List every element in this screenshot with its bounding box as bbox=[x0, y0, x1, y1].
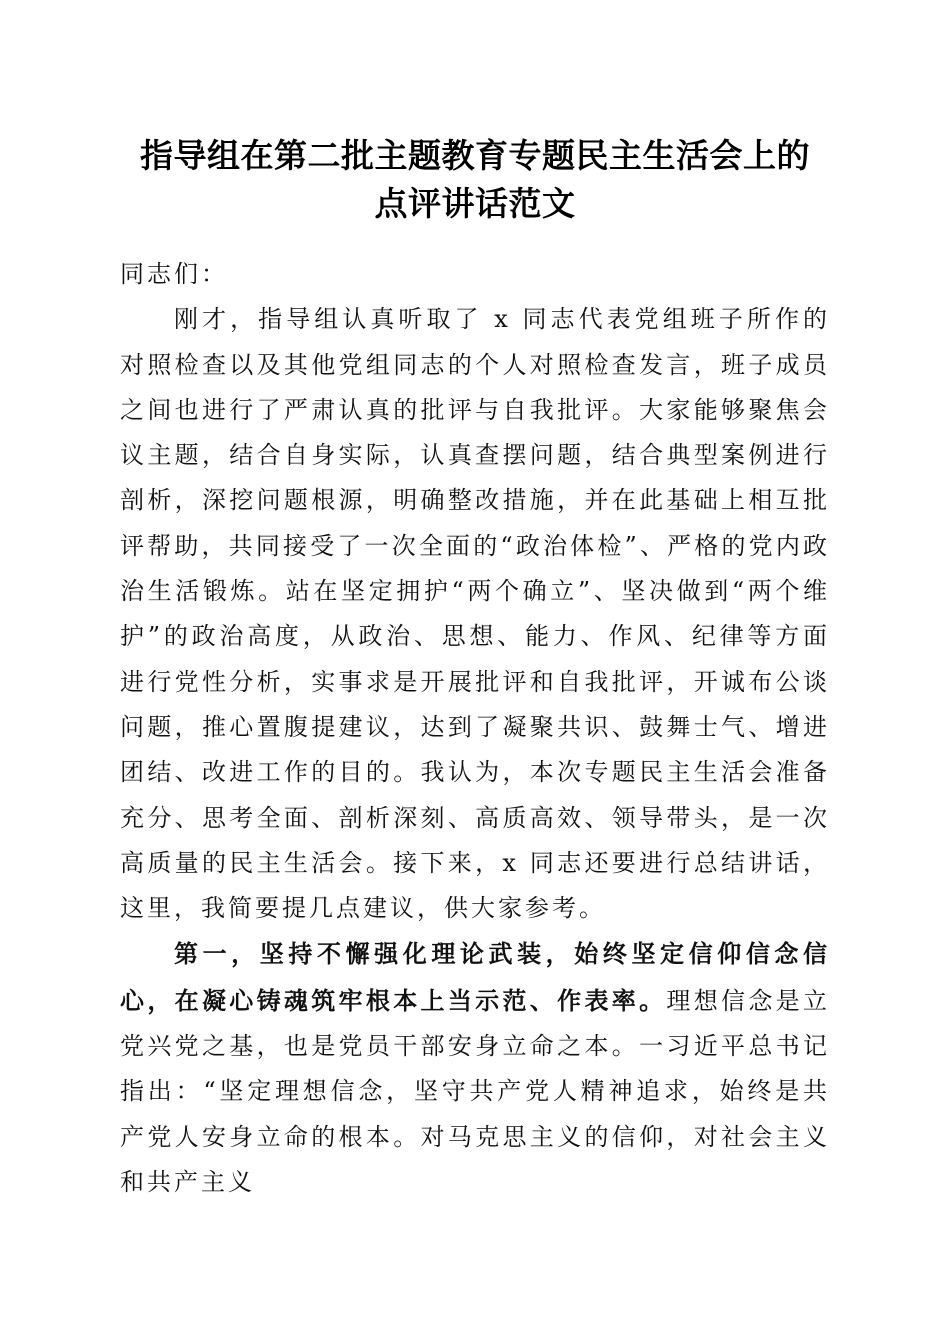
title-line-1: 指导组在第二批主题教育专题民主生活会上的 bbox=[140, 136, 810, 175]
document-title bbox=[110, 132, 840, 228]
document-body bbox=[120, 252, 830, 1205]
paragraph-2 bbox=[120, 931, 830, 1205]
title-line-2: 点评讲话范文 bbox=[374, 184, 576, 223]
paragraph-1: 刚才，指导组认真听取了 x 同志代表党组班子所作的对照检查以及其他党组同志的个人对照检查发言，班子成员之间也进行了严肃认真的批评与自我批评。大家能够聚焦会议主题，结合自身实际，认真查摆问题，结合典型案例进行剖析，深挖问题根源，明确整改措施，并在此基础上相互批评帮助，共同接受了一次全面的“政治体检”、严格的党内政治生活锻炼。站在坚定拥护“两个确立”、坚决做到“两个维护”的政治高度，从政治、思想、能力、作风、纪律等方面进行党性分析，实事求是开展批评和自我批评，开诚布公谈问题，推心置腹提建议，达到了凝聚共识、鼓舞士气、增进团结、改进工作的目的。我认为，本次专题民主生活会准备充分、思考全面、剖析深刻、高质高效、领导带头，是一次高质量的民主生活会。接下来，x 同志还要进行总结讲话，这里，我简要提几点建议，供大家参考。 bbox=[120, 305, 830, 923]
paragraph-2-heading: 第一，坚持不懈强化理论武装，始终坚定信仰信念信心，在凝心铸魂筑牢根本上当示范、作表率。 bbox=[120, 939, 830, 1015]
salutation: 同志们： bbox=[120, 260, 228, 288]
paragraph-2-text: 理想信念是立党兴党之基，也是党员干部安身立命之本。一习近平总书记指出：“坚定理想信念，坚守共产党人精神追求，始终是共产党人安身立命的根本。对马克思主义的信仰，对社会主义和共产主义 bbox=[120, 986, 831, 1196]
